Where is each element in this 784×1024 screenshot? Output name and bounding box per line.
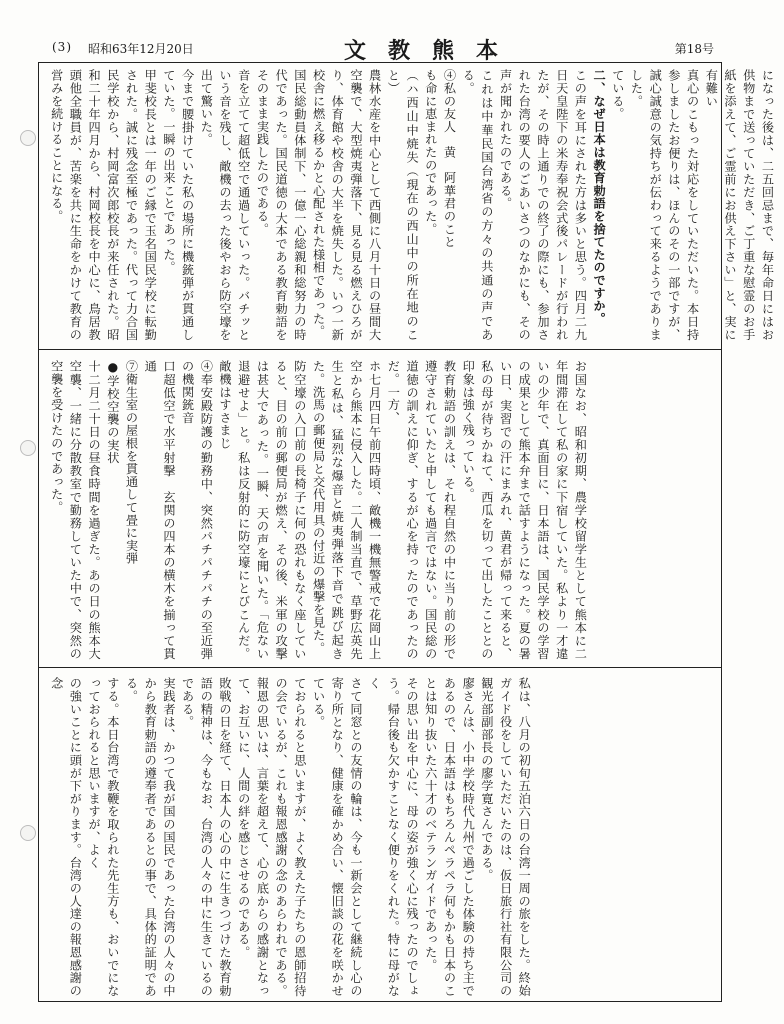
punch-hole [20, 130, 36, 146]
paragraph: 防空壕の入口前の長椅子に何の恐れもなく座していると、目の前の郵便局が燃え、その後、米軍の攻撃は甚大であった。一瞬、天の声を聞いた。「危ない退避せよ」と。私は反射的に防空壕にとびこんだ。敵機はすさまじ [218, 360, 307, 660]
article-tier-top [39, 63, 775, 345]
paragraph: お国なお、昭和初期、農学校留学生として熊本に二年間滞在して私の家に下宿していた。私より一才違いの少年で、真面目に、日本語は、国民学校の学習の成果として熊本弁まで話すようになった。夏の暑い日、実習での汗にまみれ、黄君が帰って来ると、私の母が待ちかねて、西瓜を切って出したこととの印象は強く残っている。 [461, 360, 588, 660]
paragraph: 十二月二十日の昼食時間を過ぎた。あの日の熊本大空襲、一緒に分散教室で勤務していた中で、突然の空襲を受けたのであった。 [49, 360, 102, 660]
punch-hole [20, 440, 36, 456]
tier-divider [39, 349, 721, 350]
paragraph: ●学校空襲の実状 [105, 360, 120, 465]
paragraph: 口超低空で水平射撃 玄関の四本の横木を揃って貫通 [143, 360, 176, 660]
paragraph: この声を耳にされた方は多いと思う。四月二九日天皇陛下の米寿奉祝会式後パレードが行われたが、その時上通りでの終了の際にも、参加された台湾の要人のごあいさつのなかにも、その声が聞かれたのである。 [498, 69, 588, 341]
paragraph: 廖さんは、小中学校時代九州で過ごした体験の持ち主であるので、日本語はもちろんペラペラ何もかも日本のことは知り抜いた六十才のベテランガイドであった。 [423, 677, 476, 997]
paragraph: ている。 [610, 69, 625, 121]
paragraph: する。本日台湾で教鞭を取られた先生方も、おいでになっておられると思いますが、よく [87, 677, 120, 997]
paragraph: 農林水産を中心として西側に八月十日の昼間大空襲で、大型焼夷弾落下、見る見る燃えひろがり、体育館や校舎の大半を焼失した。いつ一新校舎に燃え移るかと心配された様相であった。 [311, 69, 382, 341]
paragraph: ④奉安殿防護の勤務中、突然パチパチパチの至近弾の機関銃音 [180, 360, 214, 660]
paragraph: 実践者は、かつて我が国の国民であった台湾の人々の中から教育勅語の遵奉者であるとの事で、具体的証明である。 [124, 677, 176, 997]
page-number: 第18号 [674, 42, 714, 56]
article-frame [38, 62, 775, 1002]
paragraph: になった後は、二五回忌まで、毎年命日にはお供物まで送っていただき、ご丁重な慰霊のお手紙を添えて、ご霊前にお供え下さい」と、実に有難い [704, 69, 775, 341]
paragraph: 敗戦の日を経て、日本人の心の中に生きつづけた教育勅語の精神は、今もなお、台湾の人々の中に生きているのである。 [180, 677, 233, 997]
article-tier-middle [39, 354, 721, 664]
paragraph: も命に恵まれたのであった。 [423, 69, 438, 236]
page-header [44, 34, 720, 64]
paragraph: 報恩の思いは、言葉を超えて、心の底からの感謝となって、お互いに、人間の絆を感じさせるのである。 [236, 677, 270, 997]
paragraph: 国民総動員体制下、一億一心総親和総努力の時代であった。国民道徳の大本である教育勅語をそのまま実践したのである。 [255, 69, 307, 341]
article-tier-bottom [39, 671, 721, 1001]
issue-date: 昭和63年12月20日 [88, 42, 194, 56]
text-columns-middle [39, 354, 597, 664]
newspaper-title: 文教熊本 [344, 38, 521, 64]
paragraph: 二、なぜ日本は教育勅語を捨てたのですか。 [592, 69, 607, 325]
paragraph: これは中華民国台湾省の方々の共通の声である。 [461, 69, 494, 341]
paragraph: さて同窓との友情の輪は、今も一新会として継続し心の寄り所となり、健康を確かめ合い、懐旧談の花を咲かせている。 [311, 677, 363, 997]
tier-divider [39, 667, 721, 668]
paragraph: ⑦衛生室の屋根を貫通して畳に実弾 [124, 360, 139, 565]
paragraph: ホ七月四日午前四時頃、敵機一機無警戒で花岡山上空から熊本に侵入した。二人制当直で、草野広英先生と私は、猛烈な爆音と焼夷弾落下音で跳び起きた。洗馬の郵便局と交代用具の付近の爆撃を見た。 [311, 360, 382, 660]
paragraph: の強いことに頭が下がります。台湾の人達の報恩感謝の念 [49, 677, 83, 997]
issue-number: (3) [52, 40, 72, 54]
paragraph: 甲斐校長とは一年のご縁で玉名国民学校に転勤された。誠に残念至極であった。代って力合国民学校から、村岡富次郎校長が来任された。昭和二十年四月から、村岡校長を中心に、鳥居教頭他全職員が、苦楽を共に生命をかけて教育の営みを続けることになる。 [49, 69, 158, 341]
paragraph: 教育勅語の訓えは、それ程自然の中に当り前の形で遵守されていたと申しても過言ではない。国民総の道徳の訓えに仰ぎ、するが心を持ったのであったのだ。一方、 [386, 360, 457, 660]
punch-hole [20, 825, 36, 841]
paragraph: ④私の友人 黄 阿華君のこと [442, 69, 457, 249]
paragraph: 私は、八月の初旬五泊六日の台湾一周の旅をした。終始ガイド役をしていただいたのは、仮日旅行社有限公司の観光部副部長の廖学寛さんである。 [479, 677, 532, 997]
paragraph: 今まで腰掛けていた私の場所に機銃弾が貫通していた。一瞬の出来ことであった。 [161, 69, 195, 341]
paragraph: （ハ西山中焼失（現在の西山中の所在地のこと） [386, 69, 420, 341]
paragraph: ておられると思いますが、よく教えた子たちの恩師招待の会でいるが、これも報恩感謝の念のあらわれである。 [274, 677, 307, 997]
paragraph: その思い出を中心に、母の姿が強く心に残ったのでしょう。帰台後も欠かすことなく便りをくれた。特に母がなく [367, 677, 420, 997]
paragraph: 真心のこもった対応をしていただいた。本日持参しましたお便りは、ほんのその一部ですが、誠心誠意の気持ちが伝わって来るようでありました。 [629, 69, 700, 341]
text-columns-bottom [39, 671, 541, 1001]
text-columns-top [39, 63, 784, 345]
paragraph: 音を立てて超低空で通過していった。バチッという音を残し、敵機の去った後やおら防空壕を出て驚いた。 [199, 69, 251, 341]
